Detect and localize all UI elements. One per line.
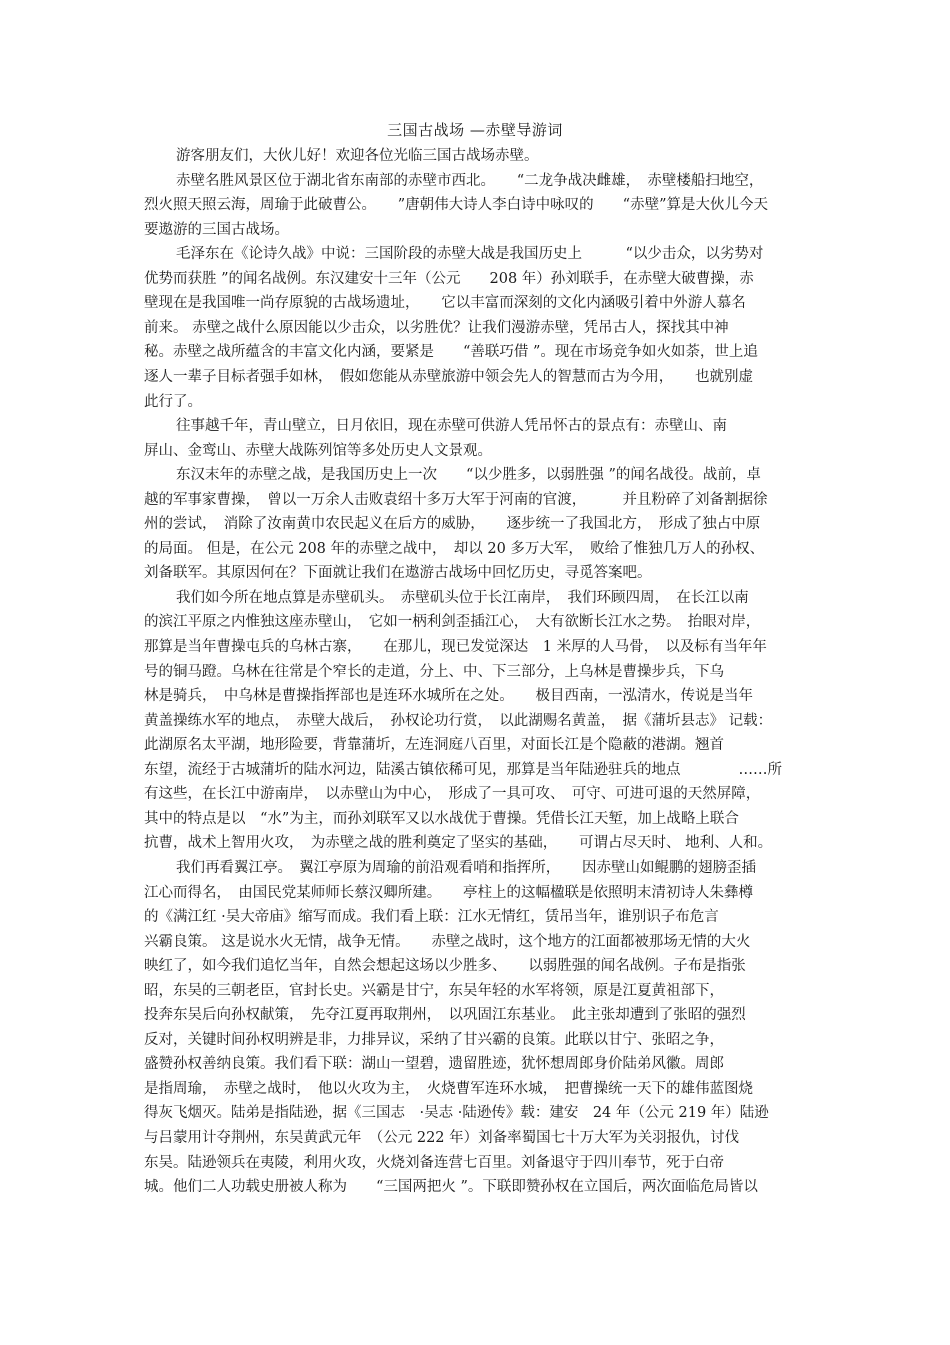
paragraph-first-line: 游客朋友们，大伙儿好！欢迎各位光临三国古战场赤壁。 bbox=[176, 148, 539, 164]
paragraph-line: 那算是当年曹操屯兵的乌林古寨， 在那儿，现已发觉深达 1 米厚的人马骨， 以及标有当年年 bbox=[144, 639, 767, 655]
paragraph-first-line: 我们如今所在地点算是赤壁矶头。 赤壁矶头位于长江南岸， 我们环顾四周， 在长江以南 bbox=[176, 589, 749, 606]
paragraph-line: 反对，关键时间孙权明辨是非，力排异议，采纳了甘兴霸的良策。此联以甘宁、张昭之争， bbox=[144, 1031, 724, 1048]
paragraph-line: 投奔东吴后向孙权献策， 先夺江夏再取荆州， 以巩固江东基业。 此主张却遭到了张昭的强烈 bbox=[144, 1007, 746, 1024]
paragraph-line: 逐人一辈子目标者强手如林， 假如您能从赤壁旅游中领会先人的智慧而古为今用， 也就别虚 bbox=[144, 368, 753, 385]
paragraph-line: 昭，东吴的三朝老臣，官封长史。兴霸是甘宁，东吴年轻的水军将领，原是江夏黄祖部下， bbox=[144, 982, 724, 999]
paragraph-line: 黄盖操练水军的地点， 赤壁大战后， 孙权论功行赏， 以此湖赐名黄盖， 据《蒲圻县志》 记载： bbox=[144, 712, 773, 729]
paragraph-line: 的滨江平原之内惟独这座赤壁山， 它如一柄利剑歪插江心， 大有欲断长江水之势。 抬眼对岸， bbox=[144, 614, 761, 631]
paragraph-line: 江心而得名， 由国民党某师师长蔡汉卿所建。 亭柱上的这幅楹联是依照明末清初诗人朱彝樽 bbox=[144, 884, 753, 901]
paragraph-line: 抗曹，战术上智用火攻， 为赤壁之战的胜利奠定了坚实的基础， 可谓占尽天时、 地利、人和。 bbox=[144, 835, 773, 852]
paragraph-line: 林是骑兵， 中乌林是曹操指挥部也是连环水城所在之处。 极目西南，一泓清水，传说是当年 bbox=[144, 688, 753, 705]
paragraph-line: 州的尝试， 消除了汝南黄巾农民起义在后方的威胁， 逐步统一了我国北方， 形成了独占中原 bbox=[144, 516, 761, 533]
paragraph-line: 优势而获胜 ”的闻名战例。东汉建安十三年（公元 208 年）孙刘联手，在赤壁大破曹操，赤 bbox=[144, 270, 754, 287]
paragraph-line: 与吕蒙用计夺荆州，东吴黄武元年 （公元 222 年）刘备率蜀国七十万大军为关羽报仇，讨伐 bbox=[144, 1130, 740, 1146]
paragraph-line: 城。他们二人功载史册被人称为 “三国两把火 ”。下联即赞孙权在立国后，两次面临危局皆以 bbox=[144, 1179, 758, 1196]
paragraph-first-line: 赤壁名胜风景区位于湖北省东南部的赤壁市西北。 “二龙争战决雌雄， 赤壁楼船扫地空， bbox=[176, 172, 764, 189]
paragraph-first-line: 毛泽东在《论诗久战》中说：三国阶段的赤壁大战是我国历史上 “以少击众，以劣势对 bbox=[176, 246, 764, 263]
paragraph-line: 秘。赤壁之战所蕴含的丰富文化内涵，要紧是 “善联巧借 ”。现在市场竞争如火如荼，世上追 bbox=[144, 344, 758, 361]
paragraph-line: 烈火照天照云海，周瑜于此破曹公。 ”唐朝伟大诗人李白诗中咏叹的 “赤壁”算是大伙儿今天 bbox=[144, 197, 768, 214]
paragraph-line: 前来。 赤壁之战什么原因能以少击众，以劣胜优？让我们漫游赤壁，凭吊古人，探找其中神 bbox=[144, 319, 729, 336]
paragraph-line: 有这些，在长江中游南岸， 以赤壁山为中心， 形成了一具可攻、 可守、可进可退的天然屏障， bbox=[144, 786, 761, 803]
paragraph-line: 要遨游的三国古战场。 bbox=[144, 221, 289, 238]
paragraph-line: 的局面。 但是，在公元 208 年的赤壁之战中， 却以 20 多万大军， 败给了惟独几万人的孙权、 bbox=[144, 540, 765, 557]
paragraph-line: 其中的特点是以 “水”为主，而孙刘联军又以水战优于曹操。凭借长江天堑，加上战略上联合 bbox=[144, 810, 739, 827]
paragraph-line: 越的军事家曹操， 曾以一万余人击败袁绍十多万大军于河南的官渡， 并且粉碎了刘备割据徐 bbox=[144, 491, 768, 508]
paragraph-line: 的《满江红 ·吴大帝庙》缩写而成。我们看上联：江水无情红，赁吊当年，谁别识子布危言 bbox=[144, 909, 719, 926]
paragraph-line: 盛赞孙权善纳良策。我们看下联：湖山一望碧，遗留胜迹，犹怀想周郎身价陆弟风徽。周郎 bbox=[144, 1056, 724, 1073]
document-title: 三国古战场 —赤壁导游词 bbox=[387, 121, 563, 139]
paragraph-line: 兴霸良策。 这是说水火无情，战争无情。 赤壁之战时，这个地方的江面都被那场无情的大火 bbox=[144, 933, 751, 950]
paragraph-line: 得灰飞烟灭。陆弟是指陆逊，据《三国志 ·吴志 ·陆逊传》载：建安 24 年（公元 219 年）陆逊 bbox=[144, 1105, 769, 1122]
paragraph-line: 屏山、金鸾山、赤壁大战陈列馆等多处历史人文景观。 bbox=[144, 442, 492, 459]
paragraph-line: 号的铜马蹬。乌林在往常是个窄长的走道，分上、中、下三部分，上乌林是曹操步兵，下乌 bbox=[144, 663, 724, 680]
paragraph-line: 此湖原名太平湖，地形险要，背靠蒲圻，左连洞庭八百里，对面长江是个隐蔽的港湖。翘首 bbox=[144, 737, 724, 754]
paragraph-line: 刘备联军。其原因何在？下面就让我们在遨游古战场中回忆历史，寻觅答案吧。 bbox=[144, 565, 652, 582]
paragraph-first-line: 往事越千年，青山壁立，日月依旧，现在赤壁可供游人凭吊怀古的景点有：赤壁山、南 bbox=[176, 418, 727, 435]
paragraph-line: 是指周瑜， 赤壁之战时， 他以火攻为主， 火烧曹军连环水城， 把曹操统一天下的雄伟蓝图烧 bbox=[144, 1080, 753, 1097]
paragraph-line: 东吴。陆逊领兵在夷陵，利用火攻，火烧刘备连营七百里。刘备退守于四川奉节，死于白帝 bbox=[144, 1154, 724, 1171]
paragraph-line: 东望，流经于古城蒲圻的陆水河边，陆溪古镇依稀可见，那算是当年陆逊驻兵的地点 ……所 bbox=[144, 761, 782, 778]
paragraph-first-line: 东汉末年的赤壁之战，是我国历史上一次 “以少胜多，以弱胜强 ”的闻名战役。战前，卓 bbox=[176, 467, 761, 484]
paragraph-line: 此行了。 bbox=[144, 393, 202, 410]
paragraph-line: 映红了，如今我们追忆当年，自然会想起这场以少胜多、 以弱胜强的闻名战例。子布是指张 bbox=[144, 958, 746, 975]
paragraph-line: 壁现在是我国唯一尚存原貌的古战场遗址， 它以丰富而深刻的文化内涵吸引着中外游人慕名 bbox=[144, 295, 746, 312]
paragraph-first-line: 我们再看翼江亭。 翼江亭原为周瑜的前沿观看哨和指挥所， 因赤壁山如鲲鹏的翅膀歪插 bbox=[176, 859, 756, 876]
